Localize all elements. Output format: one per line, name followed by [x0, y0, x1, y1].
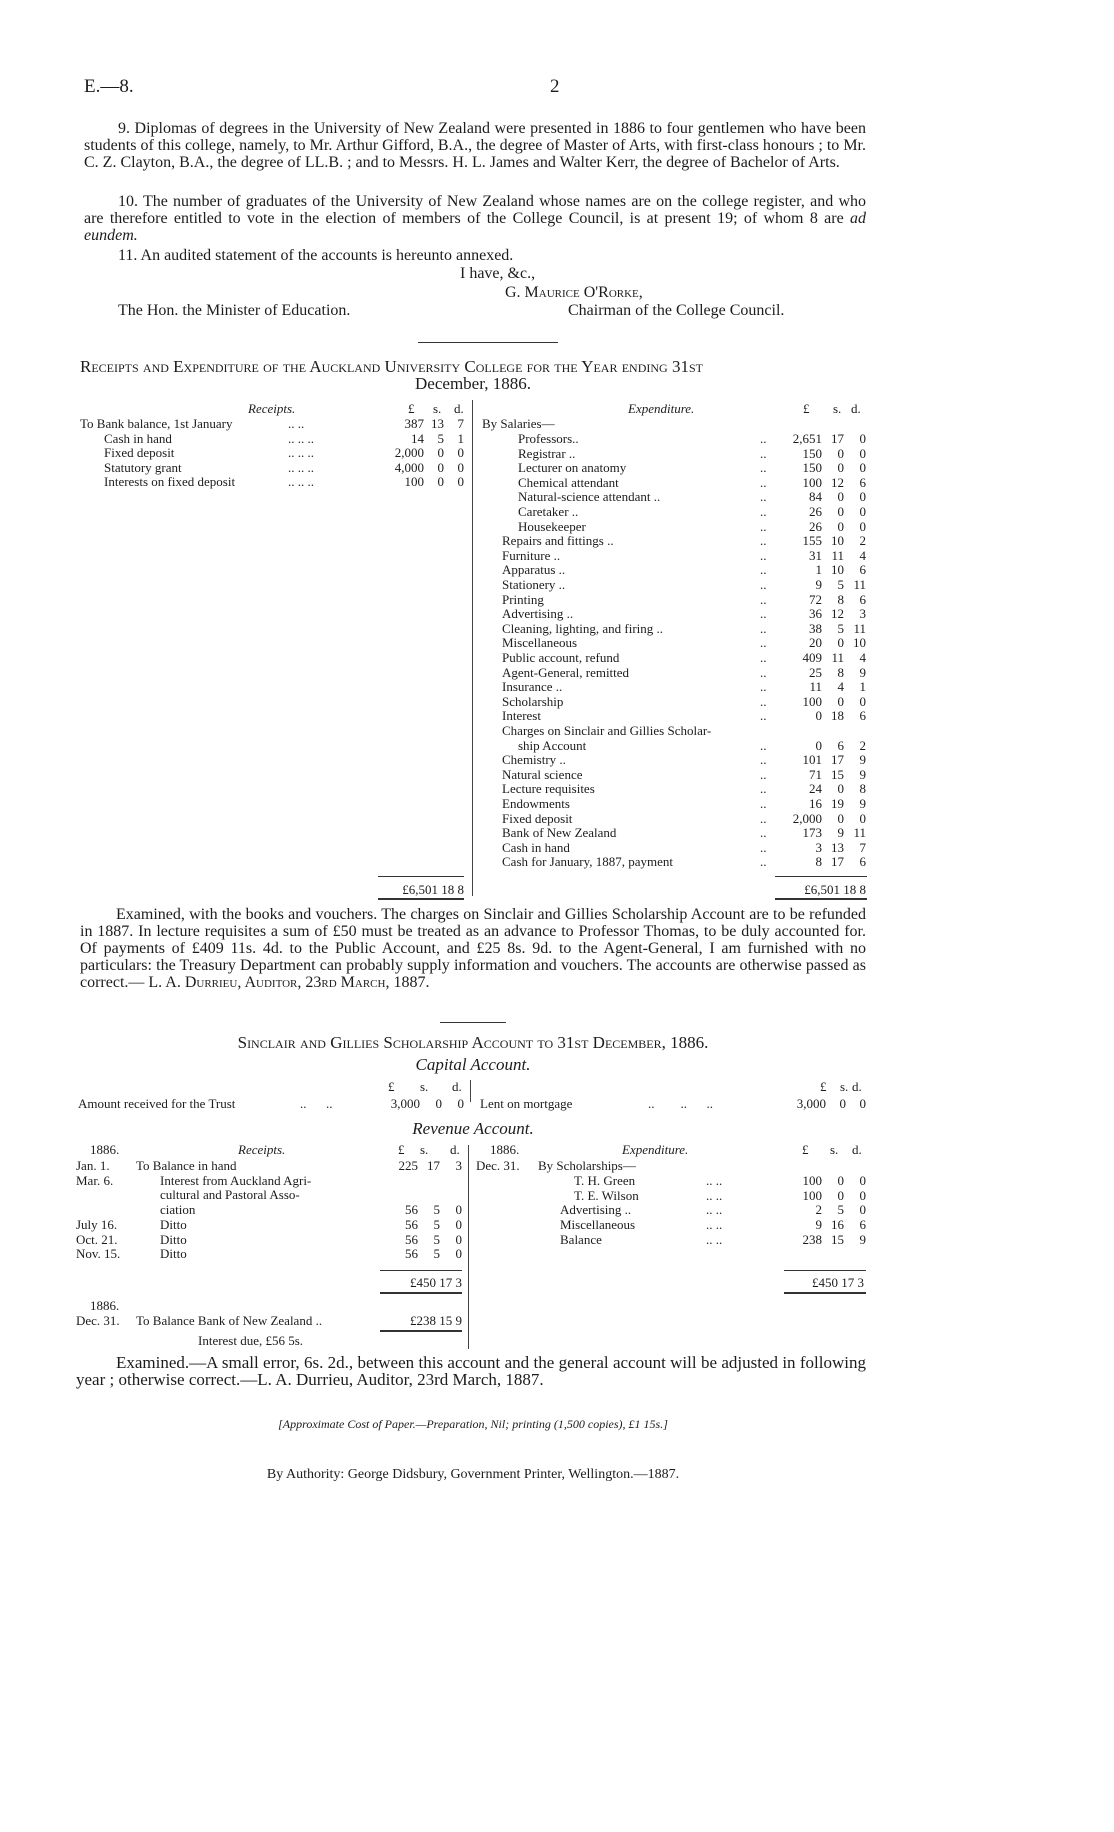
- leader-dots: .. ..: [288, 416, 305, 431]
- expenditure-shillings: 19: [831, 796, 844, 811]
- receipt-pounds: 4,000: [394, 459, 424, 475]
- leader-dots: ..: [760, 781, 767, 797]
- signoff-have: I have, &c.,: [460, 265, 536, 282]
- expenditure-label: Natural science: [502, 766, 583, 782]
- revenue-exp-pounds: 100: [802, 1187, 822, 1203]
- expenditure-shillings: 0: [837, 489, 844, 505]
- expenditure-label: Chemistry ..: [502, 752, 566, 768]
- account-title: Receipts and Expenditure of the Auckland University College for the Year ending 31st: [80, 357, 703, 376]
- expenditure-shillings: 5: [837, 577, 844, 592]
- account-title-date: December, 1886.: [415, 374, 531, 393]
- expenditure-shillings: 9: [837, 825, 844, 841]
- expenditure-pounds: 71: [809, 766, 822, 782]
- receipt-date: July 16.: [76, 1216, 118, 1232]
- signoff-addressee: The Hon. the Minister of Education.: [118, 302, 351, 319]
- capital-pence-heading: d.: [452, 1079, 462, 1094]
- expenditure-shillings: 0: [837, 445, 844, 461]
- revenue-exp-label: T. H. Green: [574, 1173, 636, 1188]
- expenditure-pounds: 26: [809, 518, 822, 534]
- expenditure-pounds: 150: [802, 460, 822, 476]
- expenditure-heading: Expenditure.: [628, 401, 695, 416]
- expenditure-pounds: 9: [815, 577, 822, 592]
- leader-dots: ..: [760, 679, 767, 695]
- revenue-receipt-pence: 3: [455, 1158, 462, 1173]
- leader-dots: ..: [760, 460, 767, 476]
- capital-right-shilling-heading: s.: [840, 1079, 849, 1094]
- leader-dots: ..: [760, 796, 767, 811]
- expenditure-pence: 4: [859, 650, 866, 665]
- leader-dots: ..: [760, 562, 767, 578]
- leader-dots: ..: [760, 504, 767, 519]
- expenditure-pence: 3: [859, 606, 866, 622]
- expenditure-pounds: 1: [815, 562, 822, 578]
- expenditure-pounds: 100: [802, 693, 822, 709]
- receipt-pounds: 387: [404, 416, 424, 431]
- revenue-receipts-total-rule: [380, 1270, 462, 1271]
- leader-dots: ..: [760, 547, 767, 563]
- revenue-account-heading: Revenue Account.: [412, 1119, 534, 1138]
- printer-footer: By Authority: George Didsbury, Government Printer, Wellington.—1887.: [266, 1467, 680, 1482]
- expenditure-shillings: 0: [837, 504, 844, 519]
- revenue-receipt-pounds: 56: [405, 1202, 418, 1218]
- expenditure-shillings: 6: [837, 737, 844, 753]
- leader-dots: .. ..: [706, 1202, 723, 1218]
- audit-note-scholarship: Examined.—A small error, 6s. 2d., between this account and the general account will be adjusted in following year ; otherwise correct.—L. A. Durrieu, Auditor, 23rd March, 1887.: [76, 1353, 866, 1389]
- expenditure-pounds: 36: [809, 606, 822, 622]
- expenditure-label: Repairs and fittings ..: [502, 533, 614, 549]
- revenue-column-divider: [468, 1145, 469, 1349]
- expenditure-label: Registrar ..: [518, 445, 576, 461]
- revenue-exp-pence: 0: [859, 1187, 866, 1203]
- expenditure-label: Fixed deposit: [502, 810, 573, 826]
- expenditure-pounds: 3: [815, 839, 822, 855]
- expenditure-pence: 0: [859, 504, 866, 519]
- paragraph-9: 9. Diplomas of degrees in the University of New Zealand were presented in 1886 to four gentlemen who have been students of this college, namely, to Mr. Arthur Gifford, B.A., the degree of Master of Arts, with first-class honours ; to Mr. C. Z. Clayton, B.A., the degree of LL.B. ; and to Messrs. H. L. James and Walter Kerr, the degree of Bachelor of Arts.: [84, 120, 866, 171]
- expenditure-shillings: 18: [831, 708, 844, 724]
- expenditure-label: Natural-science attendant ..: [518, 489, 661, 505]
- expenditure-pence: 9: [859, 664, 866, 680]
- expenditure-label: Miscellaneous: [502, 635, 578, 651]
- leader-dots: .. .. ..: [288, 445, 314, 461]
- revenue-exp-shillings: 16: [831, 1217, 844, 1233]
- leader-dots: .. .. ..: [288, 430, 314, 446]
- revenue-receipt-label: ciation: [160, 1202, 196, 1218]
- expenditure-shillings: 0: [837, 693, 844, 709]
- scholarship-title: Sinclair and Gillies Scholarship Account to 31st December, 1886.: [237, 1033, 709, 1052]
- receipts-pence-heading: d.: [454, 401, 464, 416]
- expenditure-shillings: 0: [837, 518, 844, 534]
- receipt-label: Interests on fixed deposit: [104, 474, 236, 490]
- cost-note: [Approximate Cost of Paper.—Preparation, Nil; printing (1,500 copies), £1 15s.]: [278, 1417, 668, 1431]
- expenditure-pounds: 409: [802, 650, 822, 665]
- revenue-receipt-pence: 0: [455, 1246, 462, 1262]
- expenditure-shillings: 11: [831, 650, 844, 665]
- expenditure-label: Printing: [502, 591, 544, 607]
- revenue-exp-pounds: 100: [802, 1173, 822, 1188]
- expenditure-pence: 9: [859, 752, 866, 768]
- expenditure-label: Interest: [502, 708, 541, 724]
- revenue-receipt-label: Interest from Auckland Agri-: [160, 1172, 312, 1188]
- page-number: 2: [550, 76, 560, 97]
- leader-dots: .. .. ..: [648, 1096, 713, 1111]
- expenditure-shillings: 5: [837, 620, 844, 636]
- expenditure-shillings: 0: [837, 460, 844, 476]
- revenue-exp-date: Dec. 31.: [476, 1158, 520, 1173]
- expenditure-pence: 9: [859, 766, 866, 782]
- revenue-exp-pence: 6: [859, 1217, 866, 1233]
- expenditure-pence: 6: [859, 708, 866, 724]
- interest-due: Interest due, £56 5s.: [198, 1333, 304, 1348]
- expenditure-pounds: 100: [802, 474, 822, 490]
- receipt-pounds: 100: [404, 474, 424, 490]
- balance-year: 1886.: [90, 1298, 120, 1313]
- expenditure-pence: 2: [859, 533, 866, 549]
- revenue-shilling-heading: s.: [420, 1142, 429, 1157]
- expenditure-pounds: 173: [802, 825, 822, 841]
- expenditure-pence: 6: [859, 591, 866, 607]
- revenue-receipt-pence: 0: [455, 1202, 462, 1218]
- expenditure-pence: 11: [853, 825, 866, 841]
- revenue-exp-pounds: 2: [815, 1202, 822, 1218]
- expenditure-pence: 1: [859, 679, 866, 695]
- revenue-receipt-pounds: 56: [405, 1246, 418, 1262]
- expenditure-pence: 0: [859, 489, 866, 505]
- leader-dots: ..: [760, 533, 767, 549]
- revenue-receipt-pence: 0: [455, 1231, 462, 1247]
- leader-dots: ..: [760, 766, 767, 782]
- revenue-receipts-heading: Receipts.: [238, 1142, 286, 1157]
- leader-dots: .. ..: [706, 1187, 723, 1203]
- capital-received-label: Amount received for the Trust: [78, 1096, 236, 1111]
- expenditure-label: Agent-General, remitted: [502, 664, 630, 680]
- receipt-pounds: 2,000: [394, 445, 424, 461]
- expenditure-shillings: 17: [831, 431, 844, 446]
- leader-dots: .. ..: [300, 1096, 333, 1111]
- balance-double-rule: [380, 1330, 462, 1332]
- receipts-heading: Receipts.: [248, 401, 296, 416]
- revenue-receipts-double-rule: [380, 1292, 462, 1294]
- expenditure-label: Insurance ..: [502, 679, 563, 695]
- leader-dots: ..: [760, 737, 767, 753]
- expenditure-pounds: 2,000: [792, 810, 822, 826]
- expenditure-label: Cash in hand: [502, 839, 570, 855]
- leader-dots: ..: [760, 445, 767, 461]
- capital-lent-pounds: 3,000: [796, 1096, 826, 1111]
- expenditure-label: Professors..: [518, 431, 579, 446]
- expenditure-label: Public account, refund: [502, 650, 620, 665]
- revenue-exp-label: Balance: [560, 1231, 602, 1247]
- receipt-label: Statutory grant: [104, 459, 182, 475]
- audit-note-main: Examined, with the books and vouchers. The charges on Sinclair and Gillies Scholarship Account are to be refunded in 1887. In lecture requisites a sum of £50 must be treated as an advance to Professor Thomas, to be duly accounted for. Of payments of £409 11s. 4d. to the Public Account, and £25 8s. 9d. to the Agent-General, I am furnished with no particulars: the Treasury Department can probably supply information and vouchers. The accounts are otherwise passed as correct.— L. A. Durrieu, Auditor, 23rd March, 1887.: [80, 906, 866, 991]
- expenditure-label: Endowments: [502, 796, 570, 811]
- expenditure-pounds: 26: [809, 504, 822, 519]
- revenue-receipt-pence: 0: [455, 1216, 462, 1232]
- revenue-receipt-pounds: 56: [405, 1231, 418, 1247]
- expenditure-label: Lecture requisites: [502, 781, 595, 797]
- expenditure-shillings: 0: [837, 810, 844, 826]
- expenditure-shillings: 17: [831, 752, 844, 768]
- paragraph-11: 11. An audited statement of the accounts is hereunto annexed.: [118, 247, 514, 264]
- receipt-shillings: 0: [437, 474, 444, 490]
- expenditure-pence: 0: [859, 460, 866, 476]
- expenditure-pence-heading: d.: [851, 401, 861, 416]
- receipt-pence: 7: [457, 416, 464, 431]
- revenue-exp-pence-heading: d.: [852, 1142, 862, 1157]
- leader-dots: ..: [760, 577, 767, 592]
- expenditure-shillings: 15: [831, 766, 844, 782]
- receipt-date: Mar. 6.: [76, 1172, 114, 1188]
- receipts-total: £6,501 18 8: [402, 882, 464, 897]
- revenue-exp-shillings: 15: [831, 1231, 844, 1247]
- expenditure-pounds: 11: [809, 679, 822, 695]
- revenue-exp-total: £450 17 3: [812, 1275, 864, 1290]
- expenditure-pence: 11: [853, 577, 866, 592]
- leader-dots: ..: [760, 752, 767, 768]
- receipt-date: Jan. 1.: [76, 1158, 110, 1173]
- receipt-pence: 1: [457, 430, 464, 446]
- revenue-receipt-label: cultural and Pastoral Asso-: [160, 1187, 300, 1203]
- leader-dots: ..: [760, 518, 767, 534]
- receipt-pence: 0: [457, 445, 464, 461]
- revenue-exp-pence: 0: [859, 1202, 866, 1218]
- expenditure-pence: 2: [859, 737, 866, 753]
- expenditure-pounds: 24: [809, 781, 822, 797]
- expenditure-shillings: 0: [837, 635, 844, 651]
- revenue-exp-shilling-heading: s.: [830, 1142, 839, 1157]
- revenue-receipt-label: Ditto: [160, 1231, 187, 1247]
- expenditure-pence: 0: [859, 431, 866, 446]
- leader-dots: ..: [760, 825, 767, 841]
- expenditure-pound-heading: £: [803, 401, 810, 416]
- leader-dots: .. ..: [706, 1173, 723, 1188]
- revenue-exp-label: Advertising ..: [560, 1202, 632, 1218]
- leader-dots: ..: [760, 810, 767, 826]
- salaries-intro: By Salaries—: [482, 416, 555, 431]
- revenue-receipt-shillings: 5: [433, 1216, 440, 1232]
- capital-account-heading: Capital Account.: [415, 1055, 531, 1074]
- balance-label: To Balance Bank of New Zealand ..: [136, 1313, 323, 1328]
- capital-received-shillings: 0: [435, 1096, 442, 1111]
- expenditure-shillings: 13: [831, 839, 844, 855]
- expenditure-pence: 0: [859, 810, 866, 826]
- paragraph-10: 10. The number of graduates of the University of New Zealand whose names are on the college register, and who are therefore entitled to vote in the election of members of the College Council, is at present 19; of whom 8 are ad eundem.: [84, 193, 866, 244]
- leader-dots: ..: [760, 650, 767, 665]
- balance-amount: £238 15 9: [410, 1313, 462, 1328]
- expenditure-pence: 6: [859, 854, 866, 870]
- expenditure-label: Bank of New Zealand: [502, 825, 617, 841]
- capital-right-pence-heading: d.: [852, 1079, 862, 1094]
- expenditure-label: Furniture ..: [502, 547, 561, 563]
- capital-lent-pence: 0: [859, 1096, 866, 1111]
- receipt-shillings: 5: [437, 430, 444, 446]
- revenue-exp-label: Miscellaneous: [560, 1217, 636, 1233]
- revenue-exp-label: T. E. Wilson: [574, 1187, 639, 1203]
- expenditure-pounds: 0: [815, 737, 822, 753]
- expenditure-pounds: 8: [815, 854, 822, 870]
- revenue-exp-pence: 0: [859, 1173, 866, 1188]
- revenue-exp-shillings: 0: [837, 1187, 844, 1203]
- capital-shilling-heading: s.: [420, 1079, 429, 1094]
- capital-pound-heading: £: [388, 1079, 395, 1094]
- leader-dots: ..: [760, 664, 767, 680]
- revenue-exp-pence: 9: [859, 1231, 866, 1247]
- expenditure-pounds: 0: [815, 708, 822, 724]
- revenue-exp-shillings: 5: [837, 1202, 844, 1218]
- expenditure-pounds: 20: [809, 635, 822, 651]
- expenditure-pence: 0: [859, 518, 866, 534]
- revenue-pence-heading: d.: [450, 1142, 460, 1157]
- revenue-receipt-label: Ditto: [160, 1246, 187, 1262]
- receipt-shillings: 13: [431, 416, 444, 431]
- expenditure-total: £6,501 18 8: [804, 882, 866, 897]
- expenditure-pounds: 38: [809, 620, 822, 636]
- expenditure-pounds: 31: [809, 547, 822, 563]
- leader-dots: ..: [760, 854, 767, 870]
- capital-lent-label: Lent on mortgage: [480, 1096, 573, 1111]
- receipt-label: Fixed deposit: [104, 445, 175, 461]
- revenue-receipt-label: To Balance in hand: [136, 1158, 237, 1173]
- expenditure-pence: 4: [859, 547, 866, 563]
- revenue-receipt-shillings: 5: [433, 1246, 440, 1262]
- revenue-receipt-label: Ditto: [160, 1216, 187, 1232]
- revenue-receipt-pounds: 56: [405, 1216, 418, 1232]
- receipt-date: Oct. 21.: [76, 1231, 118, 1247]
- leader-dots: ..: [760, 839, 767, 855]
- expenditure-shillings: 12: [831, 606, 844, 622]
- leader-dots: ..: [760, 489, 767, 505]
- expenditure-pounds: 25: [809, 664, 822, 680]
- expenditure-shillings: 10: [831, 533, 844, 549]
- signoff-title: Chairman of the College Council.: [568, 302, 785, 319]
- receipt-pounds: 14: [411, 430, 424, 446]
- expenditure-shilling-heading: s.: [833, 401, 842, 416]
- receipt-date: Nov. 15.: [76, 1246, 121, 1262]
- revenue-exp-year: 1886.: [490, 1142, 520, 1157]
- revenue-exp-shillings: 0: [837, 1173, 844, 1188]
- receipt-pence: 0: [457, 474, 464, 490]
- leader-dots: .. .. ..: [288, 474, 314, 490]
- expenditure-pounds: 84: [809, 489, 822, 505]
- expenditure-pence: 0: [859, 693, 866, 709]
- receipt-pence: 0: [457, 459, 464, 475]
- expenditure-pounds: 155: [802, 533, 822, 549]
- receipt-shillings: 0: [437, 445, 444, 461]
- expenditure-shillings: 17: [831, 854, 844, 870]
- capital-column-divider: [470, 1080, 471, 1102]
- revenue-receipts-year: 1886.: [90, 1142, 120, 1157]
- leader-dots: ..: [760, 708, 767, 724]
- expenditure-shillings: 0: [837, 781, 844, 797]
- revenue-exp-pounds: 9: [815, 1217, 822, 1233]
- leader-dots: .. .. ..: [288, 459, 314, 475]
- document-reference: E.—8.: [84, 76, 134, 97]
- revenue-receipts-total: £450 17 3: [410, 1275, 462, 1290]
- expenditure-shillings: 8: [837, 664, 844, 680]
- leader-dots: ..: [760, 620, 767, 636]
- sinclair-charges-label: Charges on Sinclair and Gillies Scholar-: [502, 723, 712, 738]
- expenditure-label: Cleaning, lighting, and firing ..: [502, 620, 664, 636]
- revenue-receipt-shillings: 17: [427, 1158, 440, 1173]
- balance-date: Dec. 31.: [76, 1313, 120, 1328]
- leader-dots: ..: [760, 693, 767, 709]
- expenditure-pounds: 72: [809, 591, 822, 607]
- expenditure-shillings: 11: [831, 547, 844, 563]
- revenue-receipt-shillings: 5: [433, 1231, 440, 1247]
- receipts-shilling-heading: s.: [433, 401, 442, 416]
- capital-lent-shillings: 0: [839, 1096, 846, 1111]
- leader-dots: ..: [760, 635, 767, 651]
- receipts-pound-heading: £: [408, 401, 415, 416]
- leader-dots: .. ..: [706, 1231, 723, 1247]
- expenditure-label: Chemical attendant: [518, 474, 619, 490]
- expenditure-pence: 6: [859, 562, 866, 578]
- leader-dots: ..: [760, 591, 767, 607]
- revenue-exp-pounds: 238: [802, 1231, 822, 1247]
- expenditure-pence: 10: [853, 635, 866, 651]
- expenditure-label: Lecturer on anatomy: [518, 460, 627, 476]
- expenditure-pounds: 150: [802, 445, 822, 461]
- expenditure-shillings: 10: [831, 562, 844, 578]
- revenue-receipt-shillings: 5: [433, 1202, 440, 1218]
- signoff-name: G. Maurice O'Rorke,: [505, 284, 643, 301]
- capital-received-pounds: 3,000: [390, 1096, 420, 1111]
- revenue-exp-total-rule: [784, 1270, 866, 1271]
- expenditure-label: Cash for January, 1887, payment: [502, 854, 674, 870]
- expenditure-label: Stationery ..: [502, 577, 566, 592]
- revenue-pound-heading: £: [398, 1142, 405, 1157]
- revenue-exp-pound-heading: £: [802, 1142, 809, 1157]
- expenditure-pounds: 101: [802, 752, 822, 768]
- receipt-label: To Bank balance, 1st January: [80, 416, 233, 431]
- leader-dots: ..: [760, 431, 767, 446]
- expenditure-pence: 11: [853, 620, 866, 636]
- leader-dots: ..: [760, 474, 767, 490]
- expenditure-pence: 7: [859, 839, 866, 855]
- revenue-expenditure-heading: Expenditure.: [622, 1142, 689, 1157]
- expenditure-pounds: 2,651: [792, 431, 822, 446]
- scholarships-intro: By Scholarships—: [538, 1158, 636, 1173]
- capital-right-pound-heading: £: [820, 1079, 827, 1094]
- expenditure-label: Scholarship: [502, 693, 564, 709]
- expenditure-label: Caretaker ..: [518, 504, 579, 519]
- expenditure-label: ship Account: [518, 737, 587, 753]
- expenditure-label: Housekeeper: [518, 518, 586, 534]
- receipt-label: Cash in hand: [104, 430, 172, 446]
- expenditure-shillings: 8: [837, 591, 844, 607]
- leader-dots: .. ..: [706, 1217, 723, 1233]
- expenditure-pence: 9: [859, 796, 866, 811]
- revenue-exp-double-rule: [784, 1292, 866, 1294]
- expenditure-pounds: 16: [809, 796, 822, 811]
- expenditure-pence: 0: [859, 445, 866, 461]
- expenditure-pence: 6: [859, 474, 866, 490]
- leader-dots: ..: [760, 606, 767, 622]
- expenditure-shillings: 4: [837, 679, 844, 695]
- expenditure-pence: 8: [859, 781, 866, 797]
- receipt-shillings: 0: [437, 459, 444, 475]
- expenditure-label: Advertising ..: [502, 606, 574, 622]
- revenue-receipt-pounds: 225: [398, 1158, 418, 1173]
- expenditure-shillings: 12: [831, 474, 844, 490]
- expenditure-label: Apparatus ..: [502, 562, 566, 578]
- capital-received-pence: 0: [457, 1096, 464, 1111]
